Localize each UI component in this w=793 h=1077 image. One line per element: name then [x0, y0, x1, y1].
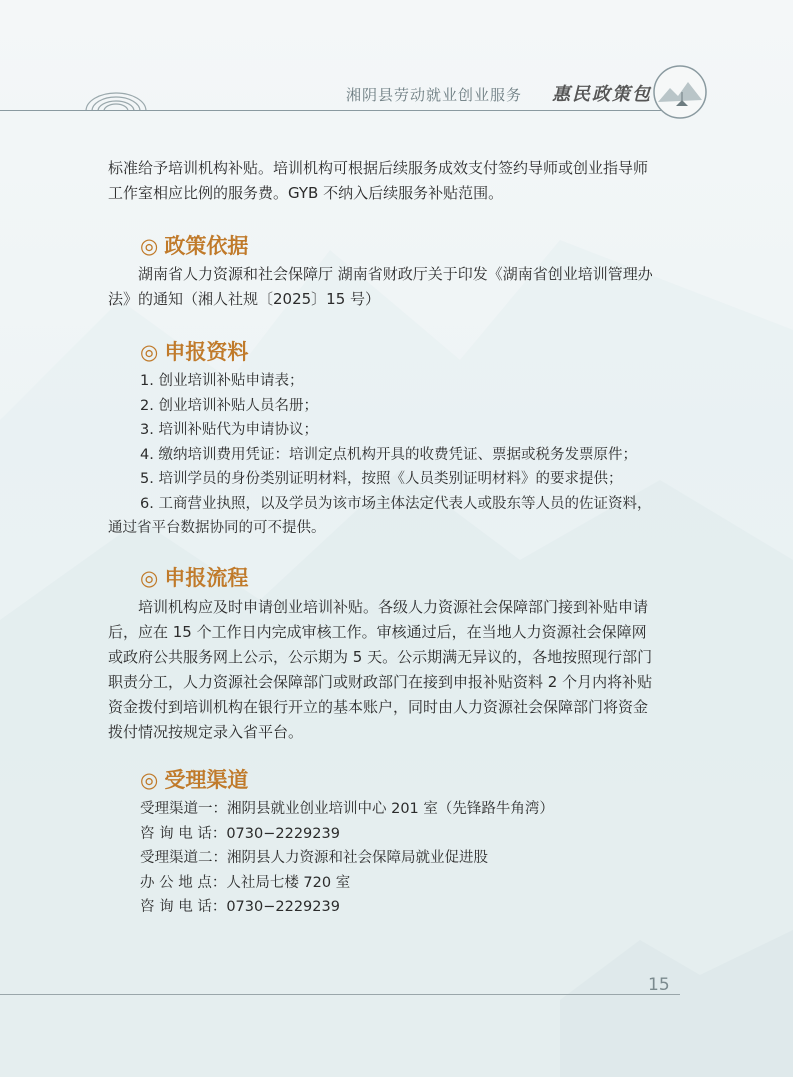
text-line: 法》的通知（湘人社规〔2025〕15 号） [108, 290, 381, 308]
list-item: 咨 询 电 话：0730−2229239 [140, 899, 340, 915]
process-paragraph [108, 595, 698, 745]
section-title-policy-basis [140, 230, 248, 260]
footer-rule [0, 994, 680, 995]
bullseye-icon: ◎ [140, 340, 159, 364]
list-item: 5. 培训学员的身份类别证明材料，按照《人员类别证明材料》的要求提供； [140, 471, 623, 487]
bullseye-icon: ◎ [140, 566, 159, 590]
list-item: 受理渠道二：湘阴县人力资源和社会保障局就业促进股 [140, 850, 488, 866]
page-header [0, 60, 793, 120]
text-line: 后，应在 15 个工作日内完成审核工作。审核通过后，在当地人力资源社会保障网 [108, 623, 647, 641]
list-item: 4. 缴纳培训费用凭证：培训定点机构开具的收费凭证、票据或税务发票原件； [140, 446, 637, 463]
list-item: 办 公 地 点：人社局七楼 720 室 [140, 874, 351, 891]
text-line: 培训机构应及时申请创业培训补贴。各级人力资源社会保障部门接到补贴申请 [108, 598, 649, 616]
bullseye-icon: ◎ [140, 768, 159, 792]
header-slogan: 惠民政策包 [552, 84, 652, 105]
section-title-channels [140, 764, 248, 794]
text-line: 资金拨付到培训机构在银行开立的基本账户，同时由人力资源社会保障部门将资金 [108, 698, 649, 716]
list-item: 3. 培训补贴代为申请协议； [140, 422, 318, 438]
text-line: 职责分工，人力资源社会保障部门或财政部门在接到申报补贴资料 2 个月内将补贴 [108, 673, 653, 691]
bullseye-icon: ◎ [140, 234, 159, 258]
list-item: 1. 创业培训补贴申请表； [140, 373, 304, 389]
intro-paragraph [108, 156, 698, 206]
section-title-text: 申报资料 [164, 340, 249, 364]
list-item: 通过省平台数据协同的可不提供。 [108, 520, 326, 536]
section-title-text: 受理渠道 [164, 768, 249, 792]
materials-list [108, 369, 652, 541]
list-item: 6. 工商营业执照，以及学员为该市场主体法定代表人或股东等人员的佐证资料， [140, 495, 652, 512]
text-line: 工作室相应比例的服务费。GYB 不纳入后续服务补贴范围。 [108, 184, 504, 202]
section-title-application-process [140, 562, 248, 592]
channels-list [140, 797, 554, 920]
section-title-application-materials [140, 336, 248, 366]
list-item: 2. 创业培训补贴人员名册； [140, 397, 318, 414]
list-item: 受理渠道一：湘阴县就业创业培训中心 201 室（先锋路牛角湾） [140, 801, 554, 817]
policy-basis-paragraph [108, 262, 698, 312]
section-title-text: 申报流程 [164, 566, 249, 590]
header-title: 湘阴县劳动就业创业服务 [346, 86, 523, 104]
text-line: 湖南省人力资源和社会保障厅 湖南省财政厅关于印发《湖南省创业培训管理办 [108, 265, 653, 283]
list-item: 咨 询 电 话：0730−2229239 [140, 825, 340, 842]
page-number: 15 [648, 975, 670, 995]
section-title-text: 政策依据 [164, 234, 249, 258]
text-line: 标准给予培训机构补贴。培训机构可根据后续服务成效支付签约导师或创业指导师 [108, 159, 649, 177]
text-line: 或政府公共服务网上公示，公示期为 5 天。公示期满无异议的，各地按照现行部门 [108, 648, 653, 666]
text-line: 拨付情况按规定录入省平台。 [108, 723, 304, 741]
